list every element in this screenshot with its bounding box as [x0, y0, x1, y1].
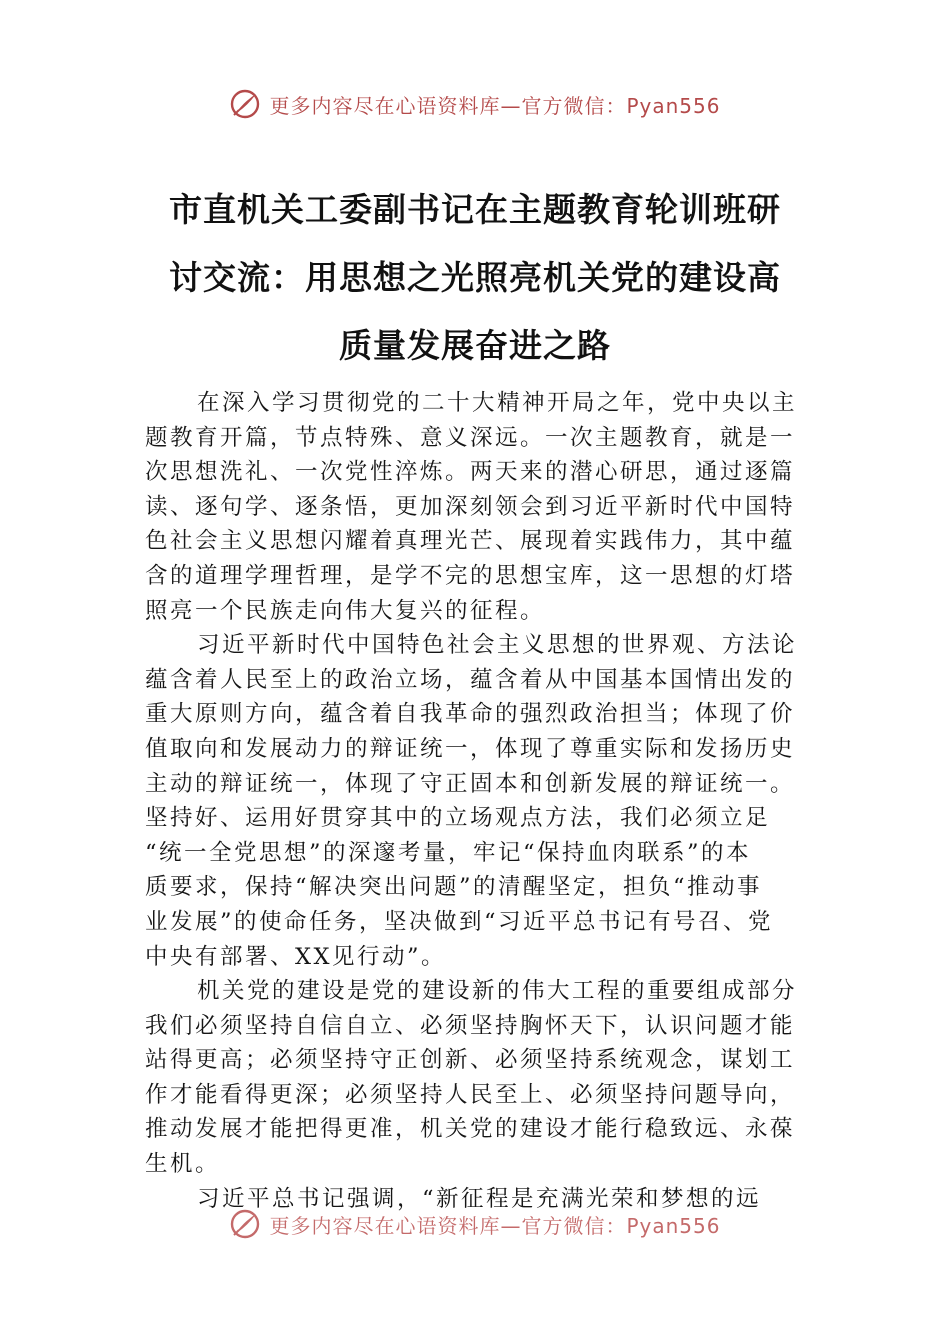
paragraph-line: 主动的辩证统一，体现了守正固本和创新发展的辩证统一。 — [145, 770, 796, 797]
paragraph-line: 推动发展才能把得更准，机关党的建设才能行稳致远、永葆 — [145, 1116, 796, 1143]
paragraph-line: 值取向和发展动力的辩证统一，体现了尊重实际和发扬历史 — [145, 735, 796, 762]
paragraph-line: 含的道理学理哲理，是学不完的思想宝库，这一思想的灯塔 — [145, 562, 796, 589]
paragraph-line: “统一全党思想”的深邃考量，牢记“保持血肉联系”的本 — [145, 839, 752, 866]
quill-pen-icon — [229, 88, 261, 120]
title-line: 市直机关工委副书记在主题教育轮训班研 — [169, 190, 781, 229]
paragraph-line: 蕴含着人民至上的政治立场，蕴含着从中国基本国情出发的 — [145, 666, 796, 693]
paragraph-line: 习近平总书记强调，“新征程是充满光荣和梦想的远 — [197, 1185, 762, 1212]
paragraph-line: 作才能看得更深；必须坚持人民至上、必须坚持问题导向， — [145, 1081, 796, 1108]
paragraph-line: 照亮一个民族走向伟大复兴的征程。 — [145, 597, 546, 624]
document-title — [140, 176, 810, 380]
footer-watermark-banner — [0, 1206, 950, 1242]
paragraph-line: 题教育开篇，节点特殊、意义深远。一次主题教育，就是一 — [145, 424, 796, 451]
paragraph-line: 重大原则方向，蕴含着自我革命的强烈政治担当；体现了价 — [145, 701, 796, 728]
paragraph-line: 坚持好、运用好贯穿其中的立场观点方法，我们必须立足 — [145, 805, 771, 832]
paragraph-line: 次思想洗礼、一次党性淬炼。两天来的潜心研思，通过逐篇 — [145, 459, 796, 486]
paragraph-line: 在深入学习贯彻党的二十大精神开局之年，党中央以主 — [197, 390, 798, 416]
title-line: 讨交流：用思想之光照亮机关党的建设高 — [169, 258, 781, 297]
paragraph-line: 读、逐句学、逐条悟，更加深刻领会到习近平新时代中国特 — [145, 493, 796, 520]
footer-banner-text: 更多内容尽在心语资料库—官方微信：Pyan556 — [269, 1213, 721, 1238]
paragraph-line: 我们必须坚持自信自立、必须坚持胸怀天下，认识问题才能 — [145, 1012, 796, 1039]
paragraph-line: 业发展”的使命任务，坚决做到“习近平总书记有号召、党 — [145, 908, 774, 935]
paragraph-line: 习近平新时代中国特色社会主义思想的世界观、方法论 — [197, 632, 798, 659]
paragraph-line: 生机。 — [145, 1151, 221, 1178]
quill-pen-icon — [229, 1208, 261, 1240]
paragraph-line: 机关党的建设是党的建设新的伟大工程的重要组成部分 — [197, 978, 798, 1005]
header-banner-text: 更多内容尽在心语资料库—官方微信：Pyan556 — [269, 93, 721, 118]
document-body — [145, 386, 813, 1216]
header-watermark-banner — [0, 84, 950, 124]
paragraph-line: 色社会主义思想闪耀着真理光芒、展现着实践伟力，其中蕴 — [145, 528, 796, 555]
title-line: 质量发展奋进之路 — [339, 326, 611, 365]
paragraph-line: 中央有部署、XX见行动”。 — [145, 943, 447, 970]
paragraph-line: 质要求，保持“解决突出问题”的清醒坚定，担负“推动事 — [145, 874, 763, 901]
paragraph-line: 站得更高；必须坚持守正创新、必须坚持系统观念，谋划工 — [145, 1047, 796, 1074]
